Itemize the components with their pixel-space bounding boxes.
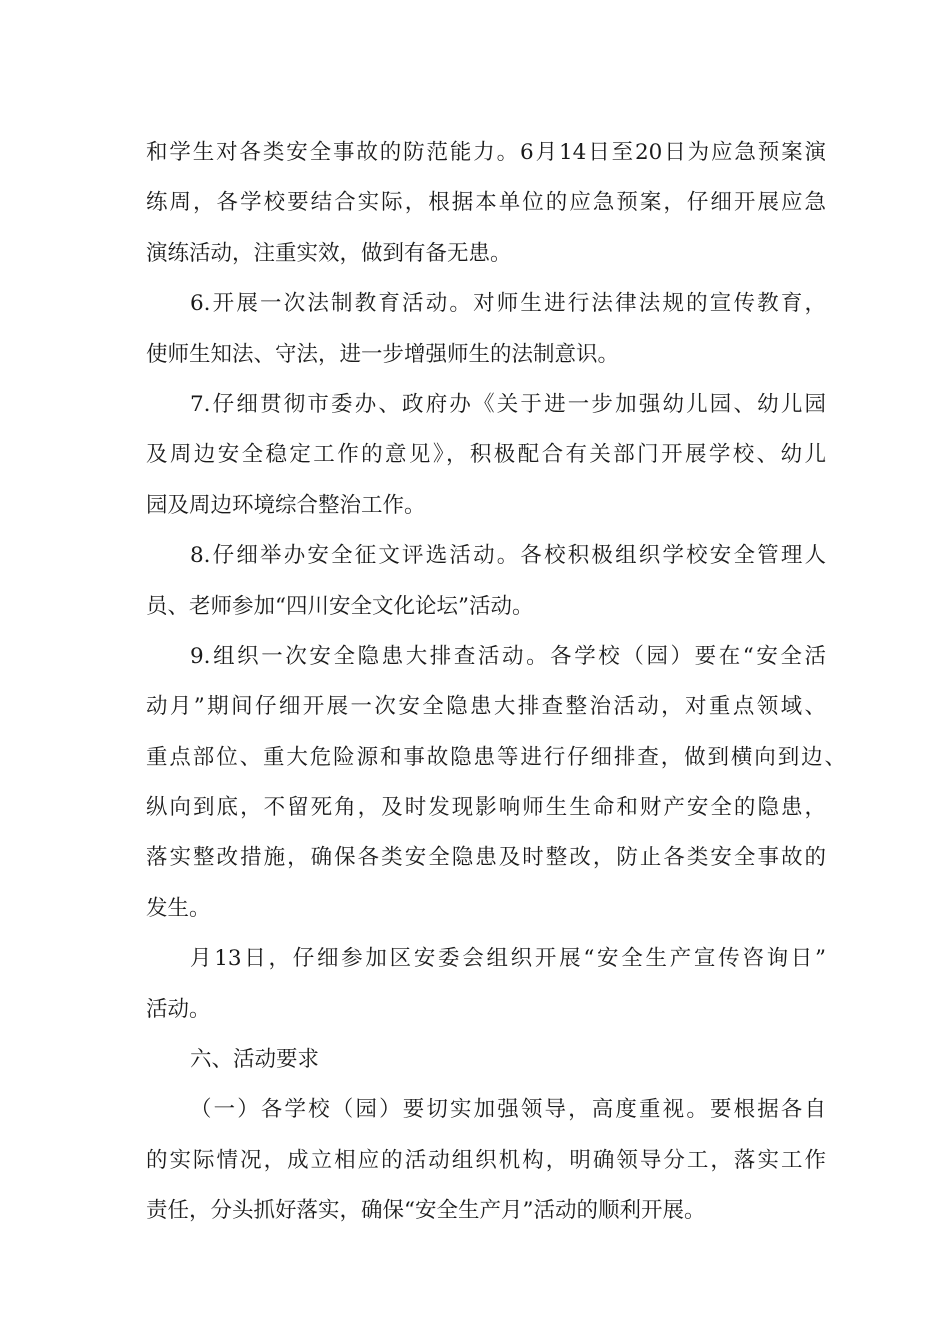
text-line: （一）各学校（园）要切实加强领导，高度重视。要根据各自 [190, 1097, 826, 1123]
document-body [146, 128, 846, 1237]
text-line: 发生。 [146, 895, 211, 921]
text-line: 活动。 [146, 996, 211, 1022]
text-line: 责任，分头抓好落实，确保“安全生产月”活动的顺利开展。 [146, 1198, 706, 1224]
text-line: 7.仔细贯彻市委办、政府办《关于进一步加强幼儿园、幼儿园 [190, 391, 826, 417]
text-line: 的实际情况，成立相应的活动组织机构，明确领导分工，落实工作 [146, 1147, 826, 1173]
text-line: 落实整改措施，确保各类安全隐患及时整改，防止各类安全事故的 [146, 845, 826, 871]
text-line: 动月”期间仔细开展一次安全隐患大排查整治活动，对重点领域、 [146, 694, 826, 720]
text-line: 演练活动，注重实效，做到有备无患。 [146, 240, 512, 266]
section-heading: 六、活动要求 [190, 1047, 320, 1073]
text-line: 员、老师参加“四川安全文化论坛”活动。 [146, 593, 534, 619]
text-line: 及周边安全稳定工作的意见》，积极配合有关部门开展学校、幼儿 [146, 442, 826, 468]
text-line: 和学生对各类安全事故的防范能力。6月14日至20日为应急预案演 [146, 140, 826, 165]
text-line: 园及周边环境综合整治工作。 [146, 492, 426, 518]
text-line: 9.组织一次安全隐患大排查活动。各学校（园）要在“安全活 [190, 643, 826, 669]
text-line: 月13日，仔细参加区安委会组织开展“安全生产宣传咨询日” [190, 946, 826, 972]
text-line: 8.仔细举办安全征文评选活动。各校积极组织学校安全管理人 [190, 543, 826, 569]
text-line: 6.开展一次法制教育活动。对师生进行法律法规的宣传教育， [190, 291, 826, 317]
text-line: 使师生知法、守法，进一步增强师生的法制意识。 [146, 341, 620, 367]
text-line: 纵向到底，不留死角，及时发现影响师生生命和财产安全的隐患， [146, 795, 826, 821]
text-line: 练周，各学校要结合实际，根据本单位的应急预案，仔细开展应急 [146, 190, 826, 216]
text-line: 重点部位、重大危险源和事故隐患等进行仔细排查，做到横向到边、 [146, 744, 846, 770]
